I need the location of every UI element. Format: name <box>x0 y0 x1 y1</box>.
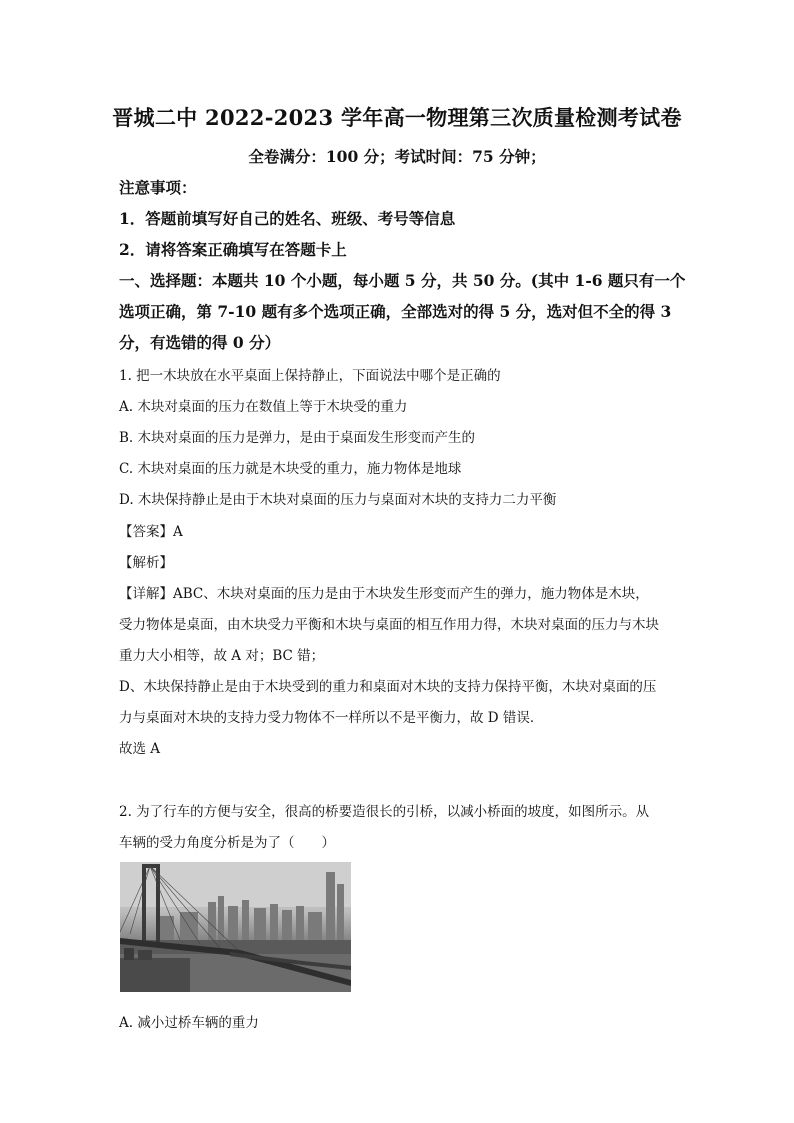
question-1-detail-line-5: 力与桌面对木块的支持力受力物体不一样所以不是平衡力，故 D 错误． <box>119 710 544 726</box>
question-2-stem-line-2: 车辆的受力角度分析是为了（ ） <box>119 835 335 851</box>
section-instructions-line-1: 一、选择题：本题共 10 个小题，每小题 5 分，共 50 分。(其中 1-6 题只有一个 <box>119 271 686 290</box>
note-item-1: 1．答题前填写好自己的姓名、班级、考号等信息 <box>119 209 456 228</box>
question-1-option-a: A. 木块对桌面的压力在数值上等于木块受的重力 <box>119 399 408 415</box>
question-1-detail-line-2: 受力物体是桌面，由木块受力平衡和木块与桌面的相互作用力得，木块对桌面的压力与木块 <box>119 617 659 633</box>
question-1-option-c: C. 木块对桌面的压力就是木块受的重力，施力物体是地球 <box>119 461 462 477</box>
exam-info: 全卷满分：100 分；考试时间：75 分钟； <box>248 147 546 166</box>
question-1-detail-line-4: D、木块保持静止是由于木块受到的重力和桌面对木块的支持力保持平衡，木块对桌面的压 <box>119 679 657 695</box>
question-1-option-b: B. 木块对桌面的压力是弹力，是由于桌面发生形变而产生的 <box>119 430 476 446</box>
bridge-photo <box>120 862 351 992</box>
notes-heading: 注意事项： <box>119 178 197 197</box>
question-1-detail-line-1: 【详解】ABC、木块对桌面的压力是由于木块发生形变而产生的弹力，施力物体是木块， <box>119 586 649 602</box>
question-2-stem-line-1: 2. 为了行车的方便与安全，很高的桥要造很长的引桥，以减小桥面的坡度，如图所示。从 <box>119 804 650 820</box>
question-1-stem: 1. 把一木块放在水平桌面上保持静止，下面说法中哪个是正确的 <box>119 368 501 384</box>
question-1-option-d: D. 木块保持静止是由于木块对桌面的压力与桌面对木块的支持力二力平衡 <box>119 492 557 508</box>
section-instructions-line-2: 选项正确，第 7-10 题有多个选项正确，全部选对的得 5 分，选对但不全的得 3 <box>119 302 672 321</box>
question-2-option-a: A. 减小过桥车辆的重力 <box>119 1015 259 1031</box>
question-1-answer: 【答案】A <box>119 524 183 540</box>
section-instructions-line-3: 分，有选错的得 0 分） <box>119 333 281 352</box>
question-1-conclusion: 故选 A <box>119 741 161 757</box>
note-item-2: 2．请将答案正确填写在答题卡上 <box>119 240 347 259</box>
question-1-detail-line-3: 重力大小相等，故 A 对；BC 错； <box>119 648 325 664</box>
question-1-analysis-heading: 【解析】 <box>119 555 173 571</box>
page-title: 晋城二中 2022-2023 学年高一物理第三次质量检测考试卷 <box>112 105 682 130</box>
